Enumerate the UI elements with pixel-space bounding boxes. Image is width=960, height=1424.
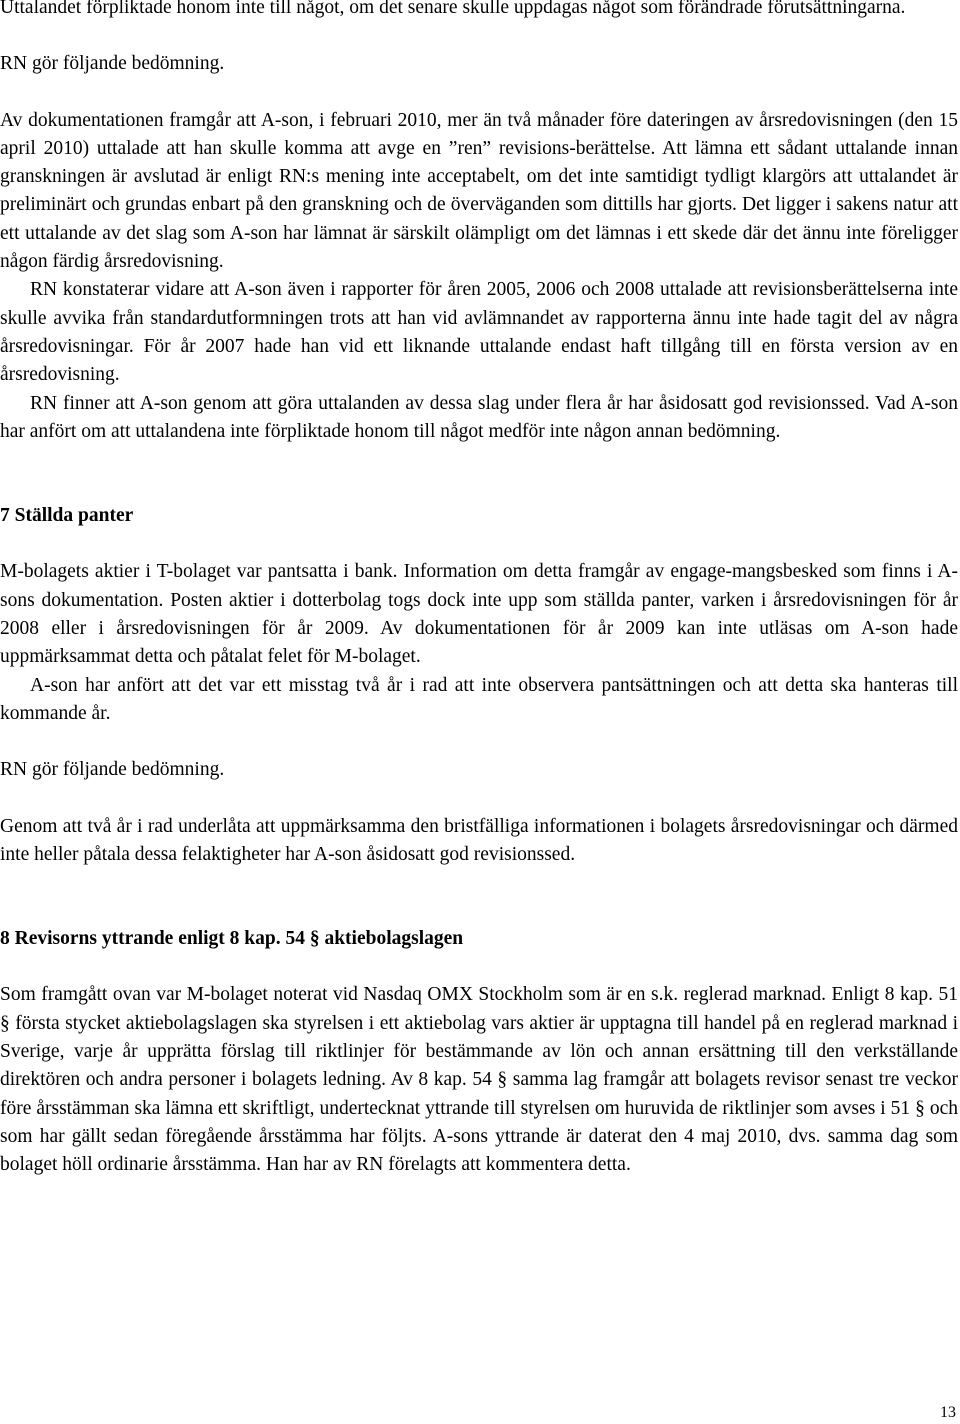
section-heading-7: 7 Ställda panter (0, 505, 134, 527)
section7-assessment-intro: RN gör följande bedömning. (0, 759, 225, 781)
paragraph-conclusion: RN finner att A-son genom att göra uttalanden av dessa slag under flera år har åsidosatt god revisionssed. Vad A-son har anfört om att uttalandena inte förpliktade honom till något medför inte någon annan bedömning. (0, 392, 958, 442)
section7-paragraph-1: M-bolagets aktier i T-bolaget var pantsatta i bank. Information om detta framgår av engage-mangsbesked som finns i A-sons dokumentation. Posten aktier i dotterbolag togs dock inte upp som ställda panter, varken i årsredovisningen för år 2008 eller i årsredovisningen för år 2009. Av dokumentationen för år 2009 kan inte utläsas om A-son hade uppmärksammat detta och påtalat felet för M-bolaget. (0, 561, 958, 668)
section7-paragraph-2: A-son har anfört att det var ett misstag två år i rad att inte observera pantsättningen och att detta ska hanteras till kommande år. (0, 674, 958, 724)
section8-paragraph-1: Som framgått ovan var M-bolaget noterat vid Nasdaq OMX Stockholm som är en s.k. reglerad marknad. Enligt 8 kap. 51 § första stycket aktiebolagslagen ska styrelsen i ett aktiebolag vars aktier är upptagna till handel på en reglerad marknad i Sverige, varje år upprätta förslag till riktlinjer för bestämmande av lön och annan ersättning till den verkställande direktören och andra personer i bolagets ledning. Av 8 kap. 54 § samma lag framgår att bolagets revisor senast tre veckor före årsstämman ska lämna ett skriftligt, undertecknat yttrande till styrelsen om huruvida de riktlinjer som avses i 51 § och som har gällt sedan föregående årsstämma har följts. A-sons yttrande är daterat den 4 maj 2010, dvs. samma dag som bolaget höll ordinarie årsstämma. Han har av RN förelagts att kommentera detta. (0, 984, 958, 1176)
paragraph-documentation: Av dokumentationen framgår att A-son, i februari 2010, mer än två månader före dateringen av årsredovisningen (den 15 april 2010) uttalade att han skulle komma att avge en ”ren” revisions-berättelse. Att lämna ett sådant uttalande innan granskningen är avslutad är enligt RN:s mening inte acceptabelt, om det inte samtidigt tydligt klargörs att uttalandet är preliminärt och grundas enbart på den granskning och de överväganden som dittills har gjorts. Det ligger i sakens natur att ett uttalande av det slag som A-son har lämnat är särskilt olämpligt om det lämnas i ett skede där det ännu inte föreligger någon färdig årsredovisning. (0, 109, 958, 273)
paragraph-continuation: Uttalandet förpliktade honom inte till något, om det senare skulle uppdagas något som förändrade förutsättningarna. (0, 0, 906, 18)
section7-assessment: Genom att två år i rad underlåta att uppmärksamma den bristfälliga informationen i bolagets årsredovisningar och därmed inte heller påtala dessa felaktigheter har A-son åsidosatt god revisionssed. (0, 815, 958, 865)
page-number: 13 (940, 1404, 956, 1421)
assessment-intro: RN gör följande bedömning. (0, 53, 225, 75)
section-heading-8: 8 Revisorns yttrande enligt 8 kap. 54 § aktiebolagslagen (0, 928, 464, 950)
paragraph-reports: RN konstaterar vidare att A-son även i rapporter för åren 2005, 2006 och 2008 uttalade att revisionsberättelserna inte skulle avvika från standardutformningen trots att han vid avlämnandet av rapporterna ännu inte hade tagit del av några årsredovisningar. För år 2007 hade han vid ett liknande uttalande endast haft tillgång till en första version av en årsredovisning. (0, 279, 958, 386)
